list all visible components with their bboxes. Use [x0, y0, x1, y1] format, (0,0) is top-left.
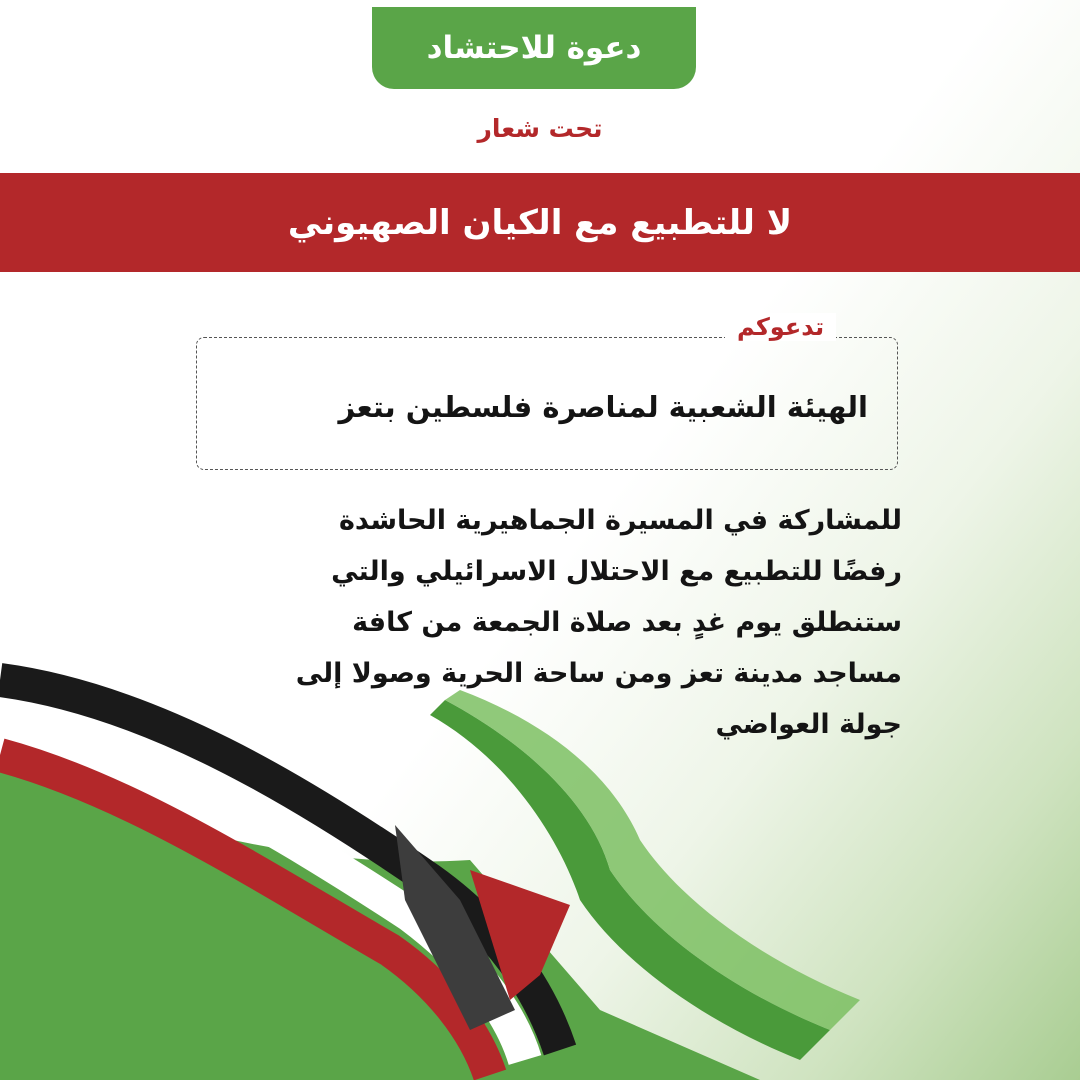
- event-description: [295, 505, 902, 755]
- page-title: دعوة للاحتشاد: [426, 30, 642, 66]
- description-line: رفضًا للتطبيع مع الاحتلال الاسرائيلي والتي: [331, 556, 902, 587]
- invite-label: تدعوكم: [725, 313, 836, 341]
- description-line: جولة العواضي: [715, 709, 902, 740]
- description-line: ستنطلق يوم غدٍ بعد صلاة الجمعة من كافة: [352, 607, 902, 638]
- invitation-title-tab: [372, 7, 696, 89]
- slogan-banner: [0, 173, 1080, 272]
- description-line: للمشاركة في المسيرة الجماهيرية الحاشدة: [338, 505, 902, 536]
- description-line: مساجد مدينة تعز ومن ساحة الحرية وصولا إلى: [295, 658, 902, 689]
- slogan-intro: تحت شعار: [477, 114, 603, 143]
- organizer-name: الهيئة الشعبية لمناصرة فلسطين بتعز: [338, 390, 868, 424]
- slogan-text: لا للتطبيع مع الكيان الصهيوني: [287, 202, 793, 243]
